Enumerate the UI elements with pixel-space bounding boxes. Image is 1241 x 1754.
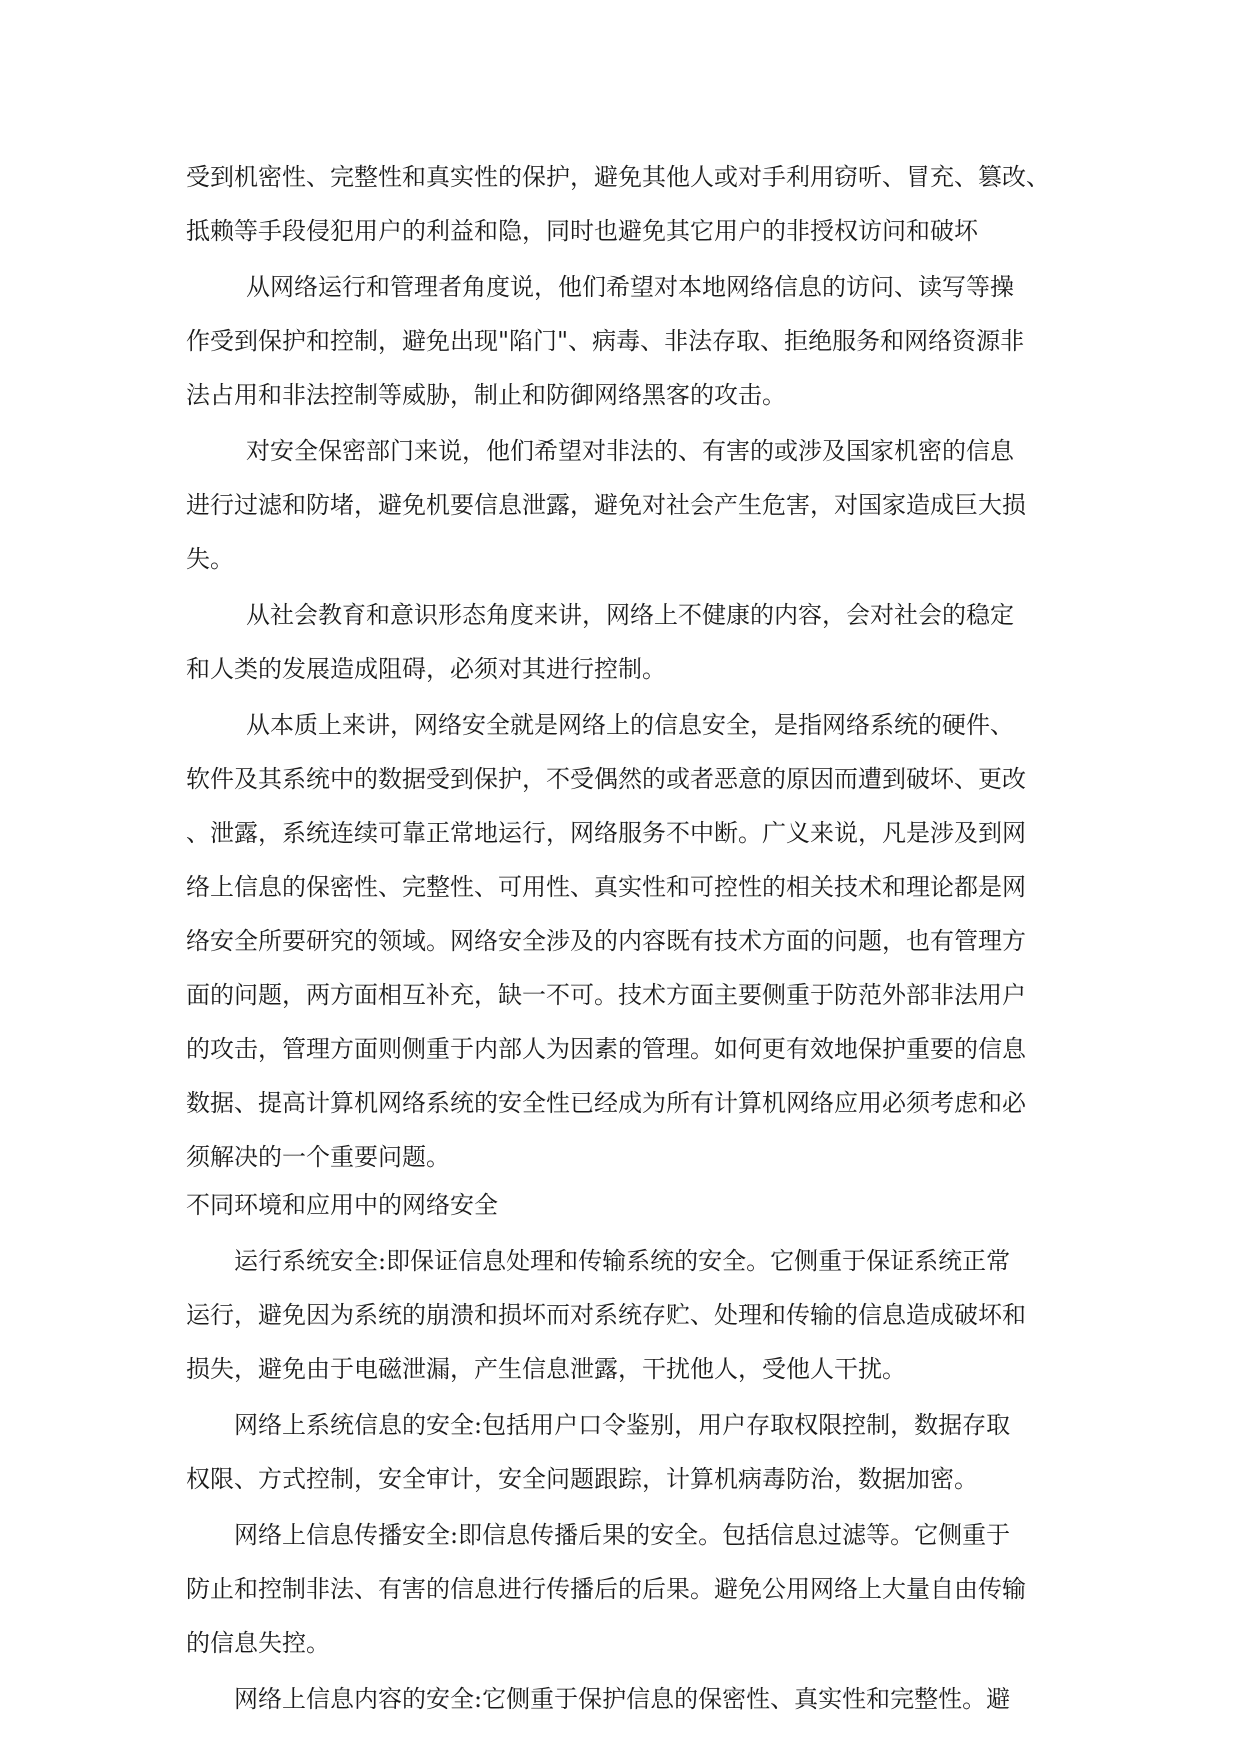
text-line: 数据、提高计算机网络系统的安全性已经成为所有计算机网络应用必须考虑和必 — [186, 1089, 1026, 1117]
text-line: 络上信息的保密性、完整性、可用性、真实性和可控性的相关技术和理论都是网 — [186, 873, 1026, 901]
paragraph-start-line: 从社会教育和意识形态角度来讲，网络上不健康的内容，会对社会的稳定 — [246, 601, 1014, 629]
text-line: 须解决的一个重要问题。 — [186, 1143, 450, 1171]
text-line: 损失，避免由于电磁泄漏，产生信息泄露，干扰他人，受他人干扰。 — [186, 1355, 906, 1383]
text-line: 抵赖等手段侵犯用户的利益和隐，同时也避免其它用户的非授权访问和破坏 — [186, 217, 978, 245]
text-line: 作受到保护和控制，避免出现"陷门"、病毒、非法存取、拒绝服务和网络资源非 — [186, 327, 1025, 355]
text-line: 受到机密性、完整性和真实性的保护，避免其他人或对手利用窃听、冒充、篡改、 — [186, 163, 1050, 191]
text-line: 、泄露，系统连续可靠正常地运行，网络服务不中断。广义来说，凡是涉及到网 — [186, 819, 1026, 847]
text-line: 和人类的发展造成阻碍，必须对其进行控制。 — [186, 655, 666, 683]
text-line: 运行，避免因为系统的崩溃和损坏而对系统存贮、处理和传输的信息造成破坏和 — [186, 1301, 1026, 1329]
paragraph-start-line: 运行系统安全:即保证信息处理和传输系统的安全。它侧重于保证系统正常 — [234, 1247, 1011, 1275]
text-line: 防止和控制非法、有害的信息进行传播后的后果。避免公用网络上大量自由传输 — [186, 1575, 1026, 1603]
paragraph-start-line: 从网络运行和管理者角度说，他们希望对本地网络信息的访问、读写等操 — [246, 273, 1014, 301]
text-line: 权限、方式控制，安全审计，安全问题跟踪，计算机病毒防治，数据加密。 — [186, 1465, 978, 1493]
text-line: 失。 — [186, 545, 234, 573]
text-line: 的攻击，管理方面则侧重于内部人为因素的管理。如何更有效地保护重要的信息 — [186, 1035, 1026, 1063]
text-line: 的信息失控。 — [186, 1629, 330, 1657]
paragraph-start-line: 对安全保密部门来说，他们希望对非法的、有害的或涉及国家机密的信息 — [246, 437, 1014, 465]
text-line: 面的问题，两方面相互补充，缺一不可。技术方面主要侧重于防范外部非法用户 — [186, 981, 1026, 1009]
paragraph-start-line: 网络上系统信息的安全:包括用户口令鉴别，用户存取权限控制，数据存取 — [234, 1411, 1011, 1439]
paragraph-start-line: 网络上信息传播安全:即信息传播后果的安全。包括信息过滤等。它侧重于 — [234, 1521, 1011, 1549]
paragraph-start-line: 网络上信息内容的安全:它侧重于保护信息的保密性、真实性和完整性。避 — [234, 1685, 1011, 1713]
section-heading: 不同环境和应用中的网络安全 — [186, 1191, 498, 1219]
text-line: 软件及其系统中的数据受到保护，不受偶然的或者恶意的原因而遭到破坏、更改 — [186, 765, 1026, 793]
text-line: 进行过滤和防堵，避免机要信息泄露，避免对社会产生危害，对国家造成巨大损 — [186, 491, 1026, 519]
paragraph-start-line: 从本质上来讲，网络安全就是网络上的信息安全，是指网络系统的硬件、 — [246, 711, 1014, 739]
text-line: 络安全所要研究的领域。网络安全涉及的内容既有技术方面的问题，也有管理方 — [186, 927, 1026, 955]
text-line: 法占用和非法控制等威胁，制止和防御网络黑客的攻击。 — [186, 381, 786, 409]
